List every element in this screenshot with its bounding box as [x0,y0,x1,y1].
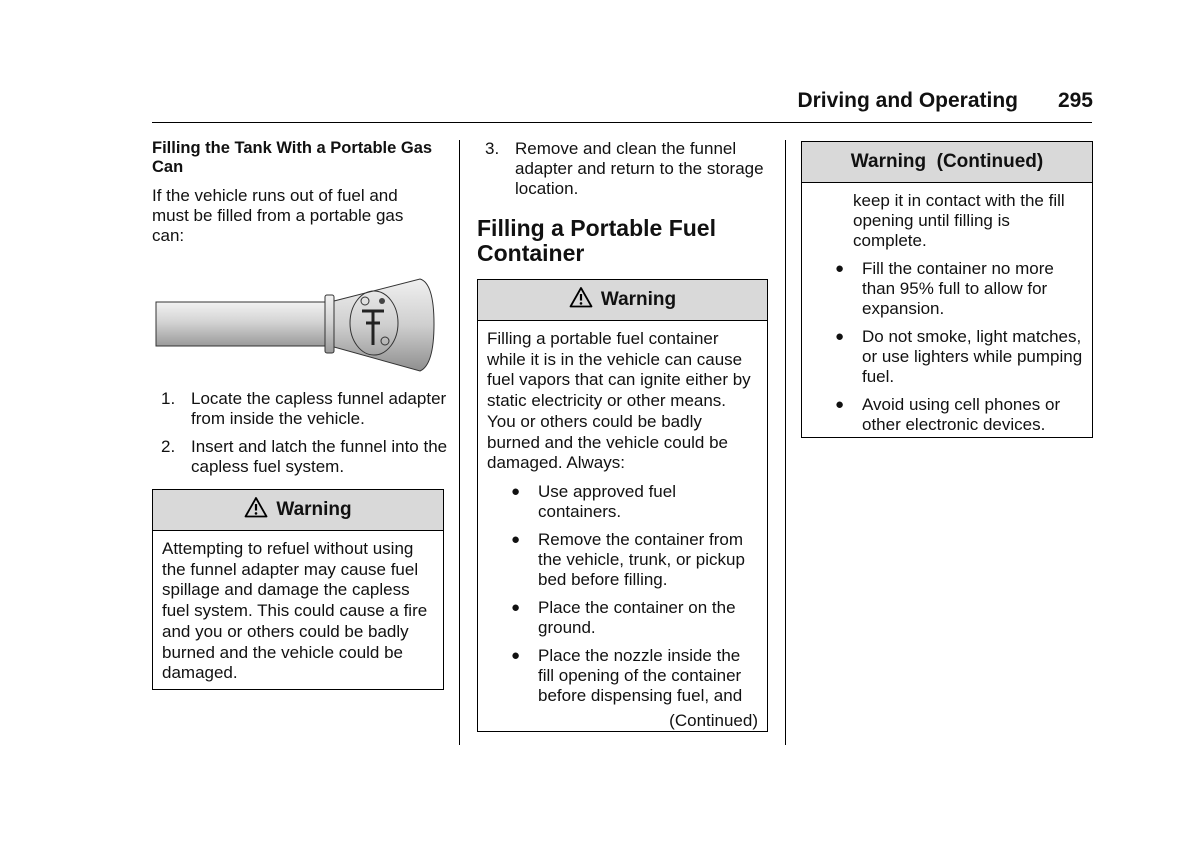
list-item: ● Remove the container from the vehicle, trunk, or pickup bed before filling. [511,529,745,589]
list-item: ● Do not smoke, light matches, or use lighters while pumping fuel. [835,327,1083,386]
column-divider-left [459,140,460,745]
funnel-adapter-illustration [152,275,438,375]
warning-box-continued [801,141,1093,438]
warning-title: Warning [276,499,352,520]
warning-intro: Filling a portable fuel container while it is in the vehicle can cause fuel vapors that can ignite either by static electricity or other means. You or others could be badly burned and the vehicle could be damaged. Always: [487,329,751,473]
warning-text: Attempting to refuel without using the funnel adapter may cause fuel spillage and damage the capless fuel system. This could cause a fire and you or others could be badly burned and the vehicle could be damaged. [162,539,428,683]
list-item: ● Place the nozzle inside the fill opening of the container before dispensing fuel, and [511,645,743,705]
warning-bullets [487,482,758,706]
list-item: ● Fill the container no more than 95% full to allow for expansion. [835,259,1054,318]
list-item: ● Place the container on the ground. [511,597,736,637]
warning-content [802,183,1092,435]
warning-triangle-icon [569,286,593,308]
section-heading-portable-fuel-container: Filling a Portable Fuel Container [477,215,716,266]
list-item: ● Use approved fuel containers. [511,481,676,521]
warning-header [153,490,443,531]
list-item: 2. Insert and latch the funnel into the capless fuel system. [161,437,448,476]
section-title: Driving and Operating [797,89,1018,112]
continued-label: (Continued) [669,710,758,730]
subheading-portable-gas-can: Filling the Tank With a Portable Gas Can [152,139,433,176]
warning-title: Warning [600,289,677,310]
column-divider-right [785,140,786,745]
warning-box-portable-container [477,279,768,732]
step-3-list [476,139,776,207]
warning-header [478,280,767,321]
warning-triangle-icon [244,496,268,518]
list-item: 3. Remove and clean the funnel adapter and return to the storage location. [485,139,764,198]
page-number: 295 [1057,89,1093,112]
warning-content [478,321,767,731]
intro-paragraph: If the vehicle runs out of fuel and must be filled from a portable gas can: [152,186,404,245]
warning-header [802,142,1092,183]
list-item: ● Avoid using cell phones or other electronic devices. [835,395,1061,434]
warning-continued-text: keep it in contact with the fill opening until filling is complete. [853,191,1065,250]
steps-list [152,389,452,485]
warning-title: Warning (Continued) [850,151,1044,172]
warning-bullets [811,259,1083,435]
warning-box-funnel [152,489,444,690]
list-item: 1. Locate the capless funnel adapter from inside the vehicle. [161,389,447,428]
header-rule [152,122,1092,123]
